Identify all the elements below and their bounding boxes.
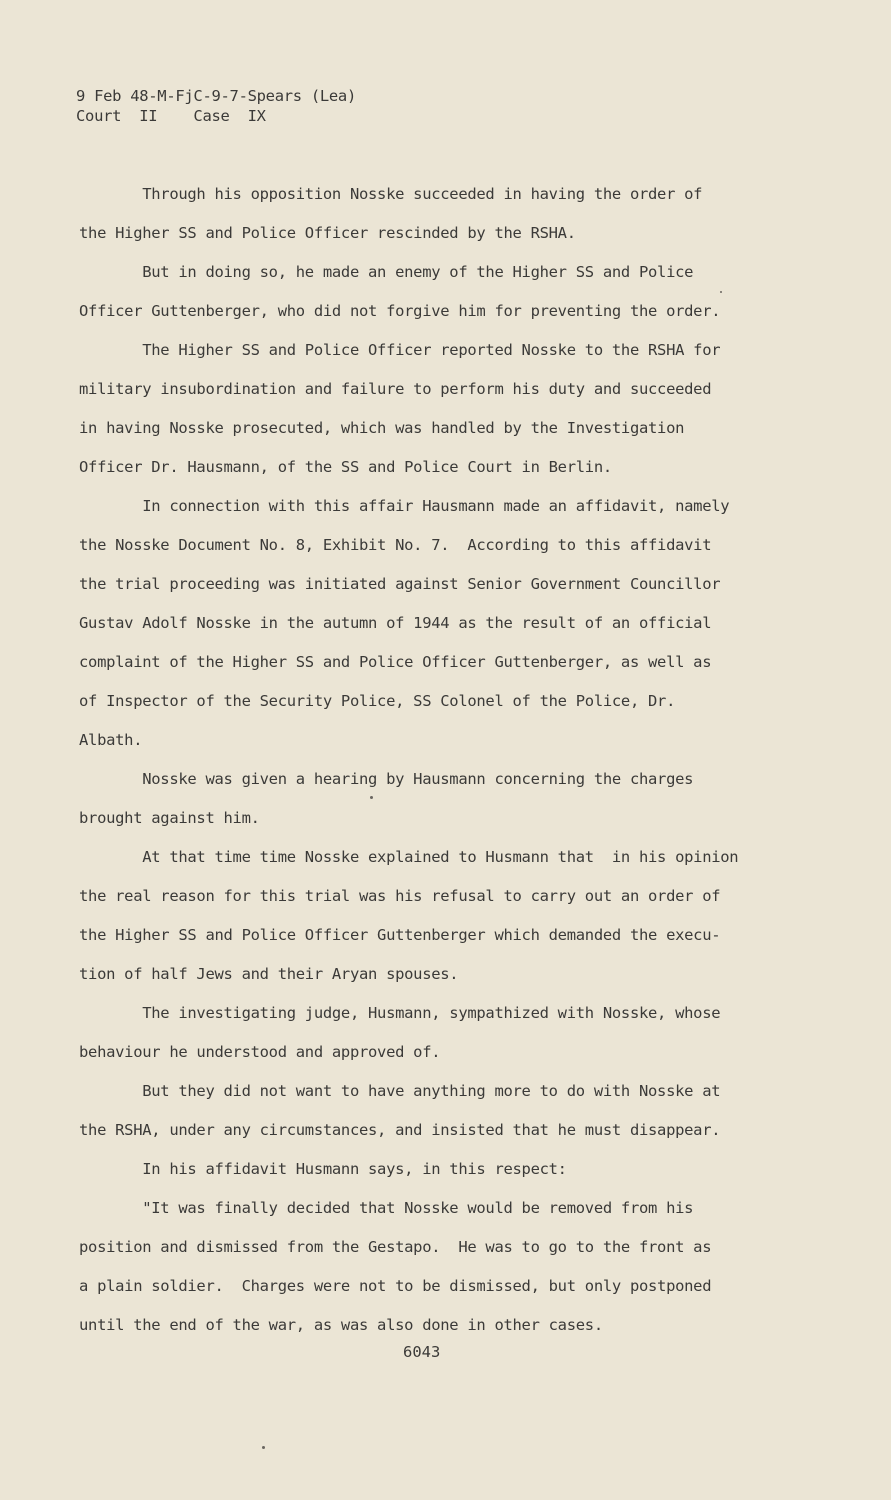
text-line: until the end of the war, as was also done in other cases.	[79, 1316, 603, 1334]
text-line: behaviour he understood and approved of.	[79, 1043, 441, 1061]
text-line: of Inspector of the Security Police, SS Colonel of the Police, Dr.	[79, 692, 676, 710]
text-line: The investigating judge, Husmann, sympathized with Nosske, whose	[79, 1004, 721, 1022]
text-line: Nosske was given a hearing by Hausmann concerning the charges	[79, 770, 694, 788]
text-line: the Higher SS and Police Officer Guttenberger which demanded the execu-	[79, 926, 721, 944]
ink-speck	[370, 796, 373, 799]
text-line: in having Nosske prosecuted, which was handled by the Investigation	[79, 419, 685, 437]
text-line: In connection with this affair Hausmann made an affidavit, namely	[79, 497, 730, 515]
text-line: position and dismissed from the Gestapo. He was to go to the front as	[79, 1238, 712, 1256]
text-line: the Higher SS and Police Officer rescinded by the RSHA.	[79, 224, 576, 242]
text-line: Officer Guttenberger, who did not forgive him for preventing the order.	[79, 302, 721, 320]
ink-speck	[262, 1446, 265, 1449]
text-line: the real reason for this trial was his refusal to carry out an order of	[79, 887, 721, 905]
text-line: Albath.	[79, 731, 143, 749]
text-line: Gustav Adolf Nosske in the autumn of 1944 as the result of an official	[79, 614, 712, 632]
text-line: Officer Dr. Hausmann, of the SS and Police Court in Berlin.	[79, 458, 612, 476]
text-line: the trial proceeding was initiated against Senior Government Councillor	[79, 575, 721, 593]
text-line: "It was finally decided that Nosske would be removed from his	[79, 1199, 694, 1217]
text-line: Through his opposition Nosske succeeded in having the order of	[79, 185, 703, 203]
text-line: brought against him.	[79, 809, 260, 827]
ink-speck	[720, 291, 722, 293]
text-line: But in doing so, he made an enemy of the Higher SS and Police	[79, 263, 694, 281]
text-line: the RSHA, under any circumstances, and insisted that he must disappear.	[79, 1121, 721, 1139]
text-line: a plain soldier. Charges were not to be dismissed, but only postponed	[79, 1277, 712, 1295]
document-body	[79, 175, 779, 1345]
text-line: But they did not want to have anything more to do with Nosske at	[79, 1082, 721, 1100]
page-number: 6043	[403, 1343, 441, 1361]
header-reference-line: 9 Feb 48-M-FjC-9-7-Spears (Lea)	[76, 87, 356, 105]
text-line: In his affidavit Husmann says, in this respect:	[79, 1160, 567, 1178]
header-court-case-line: Court II Case IX	[76, 107, 266, 125]
text-line: military insubordination and failure to perform his duty and succeeded	[79, 380, 712, 398]
text-line: complaint of the Higher SS and Police Officer Guttenberger, as well as	[79, 653, 712, 671]
text-line: tion of half Jews and their Aryan spouses.	[79, 965, 459, 983]
text-line: At that time time Nosske explained to Husmann that in his opinion	[79, 848, 739, 866]
document-header	[76, 86, 356, 126]
text-line: the Nosske Document No. 8, Exhibit No. 7. According to this affidavit	[79, 536, 712, 554]
text-line: The Higher SS and Police Officer reported Nosske to the RSHA for	[79, 341, 721, 359]
